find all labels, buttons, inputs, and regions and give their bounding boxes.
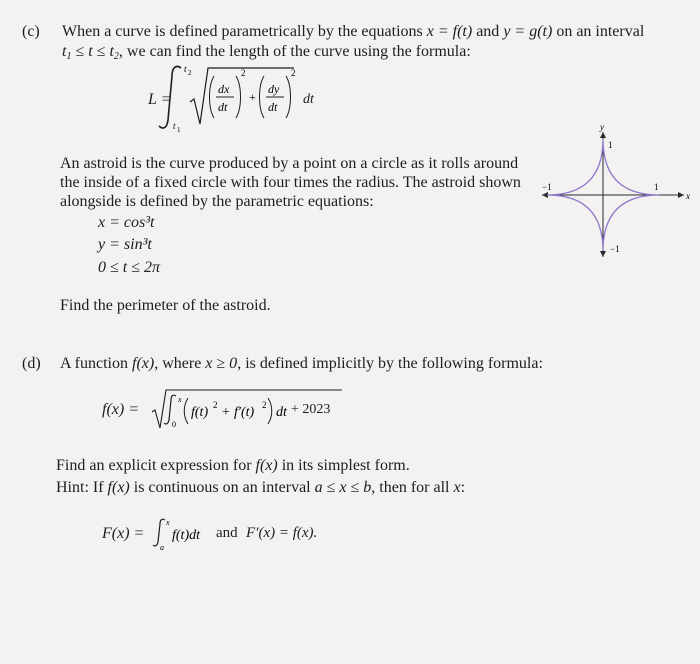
ftc-derivative: F′(x) = f(x).: [246, 525, 318, 541]
task-text-a: Find an explicit expression for: [56, 457, 252, 474]
y-axis-arrow-top: [600, 132, 606, 138]
task-explicit: [56, 456, 410, 475]
astroid-text-line1: An astroid is the curve produced by a point on a circle as it rolls around: [60, 155, 519, 172]
part-d-intro-b: , where: [154, 355, 202, 372]
ftc-and: and: [216, 525, 238, 541]
svg-text:2: 2: [241, 68, 246, 78]
hint-text-a: Hint: If: [56, 479, 104, 496]
x-axis-arrow-right: [678, 192, 684, 198]
domain-condition: x ≥ 0: [205, 355, 238, 372]
part-d-label: (d): [22, 355, 41, 372]
param-y-eq: y = g(t): [503, 23, 553, 40]
astroid-text-line3: alongside is defined by the parametric equations:: [60, 193, 374, 210]
svg-text:1: 1: [177, 126, 181, 134]
svg-text:2: 2: [291, 68, 296, 78]
svg-text:2: 2: [188, 69, 192, 77]
hint-text-c: , then for all: [371, 479, 450, 496]
implicit-formula: [100, 384, 360, 434]
intro-text-b: and: [476, 23, 500, 40]
part-d-intro-c: , is defined implicitly by the following formula:: [237, 355, 543, 372]
astroid-graph: [532, 122, 692, 262]
svg-text:dt: dt: [276, 405, 287, 420]
implicit-formula-lhs: f(x) =: [102, 401, 139, 418]
equation-y: y = sin³t: [98, 236, 152, 253]
part-c-intro-line1: [62, 22, 644, 41]
part-c-label: (c): [22, 23, 40, 40]
equation-range: 0 ≤ t ≤ 2π: [98, 259, 161, 276]
ftc-formula: [100, 512, 360, 552]
intro-text-c: on an interval: [556, 23, 645, 40]
tick-label-top: 1: [608, 140, 613, 150]
hint-text-b: is continuous on an interval: [133, 479, 311, 496]
tick-label-left: −1: [542, 182, 552, 192]
interval-expression: $t_1 \le t \le t_2$: [62, 43, 119, 62]
svg-text:dt: dt: [218, 100, 228, 114]
svg-text:x: x: [166, 518, 170, 527]
svg-text:f(t)dt: f(t)dt: [172, 528, 200, 543]
svg-text:2: 2: [262, 400, 267, 410]
hint-fx: f(x): [107, 479, 130, 496]
tick-label-right: 1: [654, 182, 659, 192]
hint-x: x: [453, 479, 461, 496]
intro-line2-text: , we can find the length of the curve using the formula:: [118, 43, 471, 60]
task-text-b: in its simplest form.: [281, 457, 410, 474]
svg-text:f′(t): f′(t): [234, 405, 255, 420]
svg-text:+: +: [222, 405, 230, 420]
implicit-formula-constant: + 2023: [291, 402, 331, 417]
svg-text:t: t: [173, 121, 176, 131]
ftc-capital-F: F(x) =: [102, 525, 145, 542]
astroid-text-line2: the inside of a fixed circle with four times the radius. The astroid shown: [60, 174, 521, 191]
function-fx: f(x): [132, 355, 155, 372]
svg-text:t: t: [184, 64, 187, 74]
formula-dt: dt: [303, 92, 314, 107]
svg-text:dx: dx: [218, 82, 230, 96]
svg-text:+: +: [249, 90, 256, 104]
question-perimeter: Find the perimeter of the astroid.: [60, 297, 271, 314]
formula-lhs: L =: [148, 91, 172, 108]
y-axis-arrow-bottom: [600, 251, 606, 257]
hint-line: Hint: If f(x) is continuous on an interval a ≤ x ≤ b, then for all x:: [56, 479, 466, 496]
param-x-eq: x = f(t): [426, 23, 473, 40]
arc-length-formula: [146, 62, 336, 134]
svg-text:dt: dt: [268, 100, 278, 114]
task-fx: f(x): [255, 457, 278, 474]
part-d-intro-a: A function: [60, 355, 128, 372]
x-axis-label: x: [686, 191, 690, 201]
svg-text:a: a: [160, 543, 164, 552]
y-axis-label: y: [600, 122, 604, 132]
hint-interval: a ≤ x ≤ b: [314, 479, 372, 496]
svg-text:dy: dy: [268, 82, 280, 96]
equation-x: x = cos³t: [98, 214, 155, 231]
intro-text-a: When a curve is defined parametrically by the equations: [62, 23, 423, 40]
tick-label-bottom: −1: [610, 244, 620, 254]
svg-text:2: 2: [213, 400, 218, 410]
part-d-intro: [60, 354, 543, 373]
svg-text:f(t): f(t): [191, 405, 209, 420]
svg-text:x: x: [178, 395, 182, 404]
svg-text:0: 0: [172, 420, 176, 429]
